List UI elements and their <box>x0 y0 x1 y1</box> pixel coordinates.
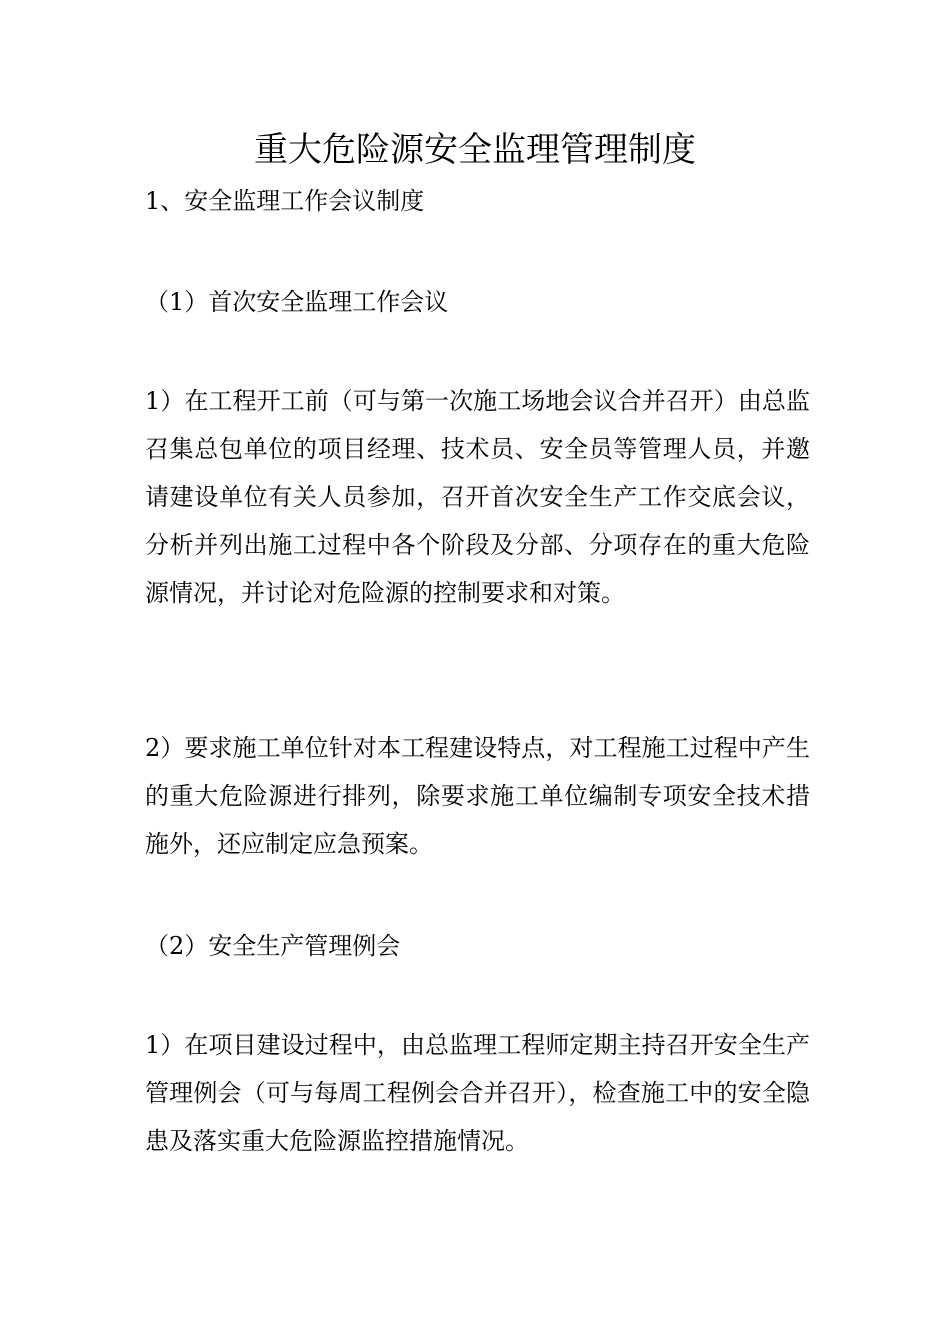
subsection-heading-2: （2）安全生产管理例会 <box>145 932 401 960</box>
document-title: 重大危险源安全监理管理制度 <box>254 130 696 170</box>
paragraph-1: 1）在工程开工前（可与第一次施工场地会议合并召开）由总监召集总包单位的项目经理、技术员、安全员等管理人员，并邀请建设单位有关人员参加，召开首次安全生产工作交底会议，分析并列出施工过程中各个阶段及分部、分项存在的重大危险源情况，并讨论对危险源的控制要求和对策。 <box>145 387 810 607</box>
paragraph-2: 2）要求施工单位针对本工程建设特点，对工程施工过程中产生的重大危险源进行排列，除要求施工单位编制专项安全技术措施外，还应制定应急预案。 <box>145 734 810 858</box>
paragraph-3: 1）在项目建设过程中，由总监理工程师定期主持召开安全生产管理例会（可与每周工程例会合并召开），检查施工中的安全隐患及落实重大危险源监控措施情况。 <box>145 1031 810 1155</box>
section-heading-1: 1、安全监理工作会议制度 <box>145 187 425 215</box>
subsection-heading-1: （1）首次安全监理工作会议 <box>145 288 449 316</box>
